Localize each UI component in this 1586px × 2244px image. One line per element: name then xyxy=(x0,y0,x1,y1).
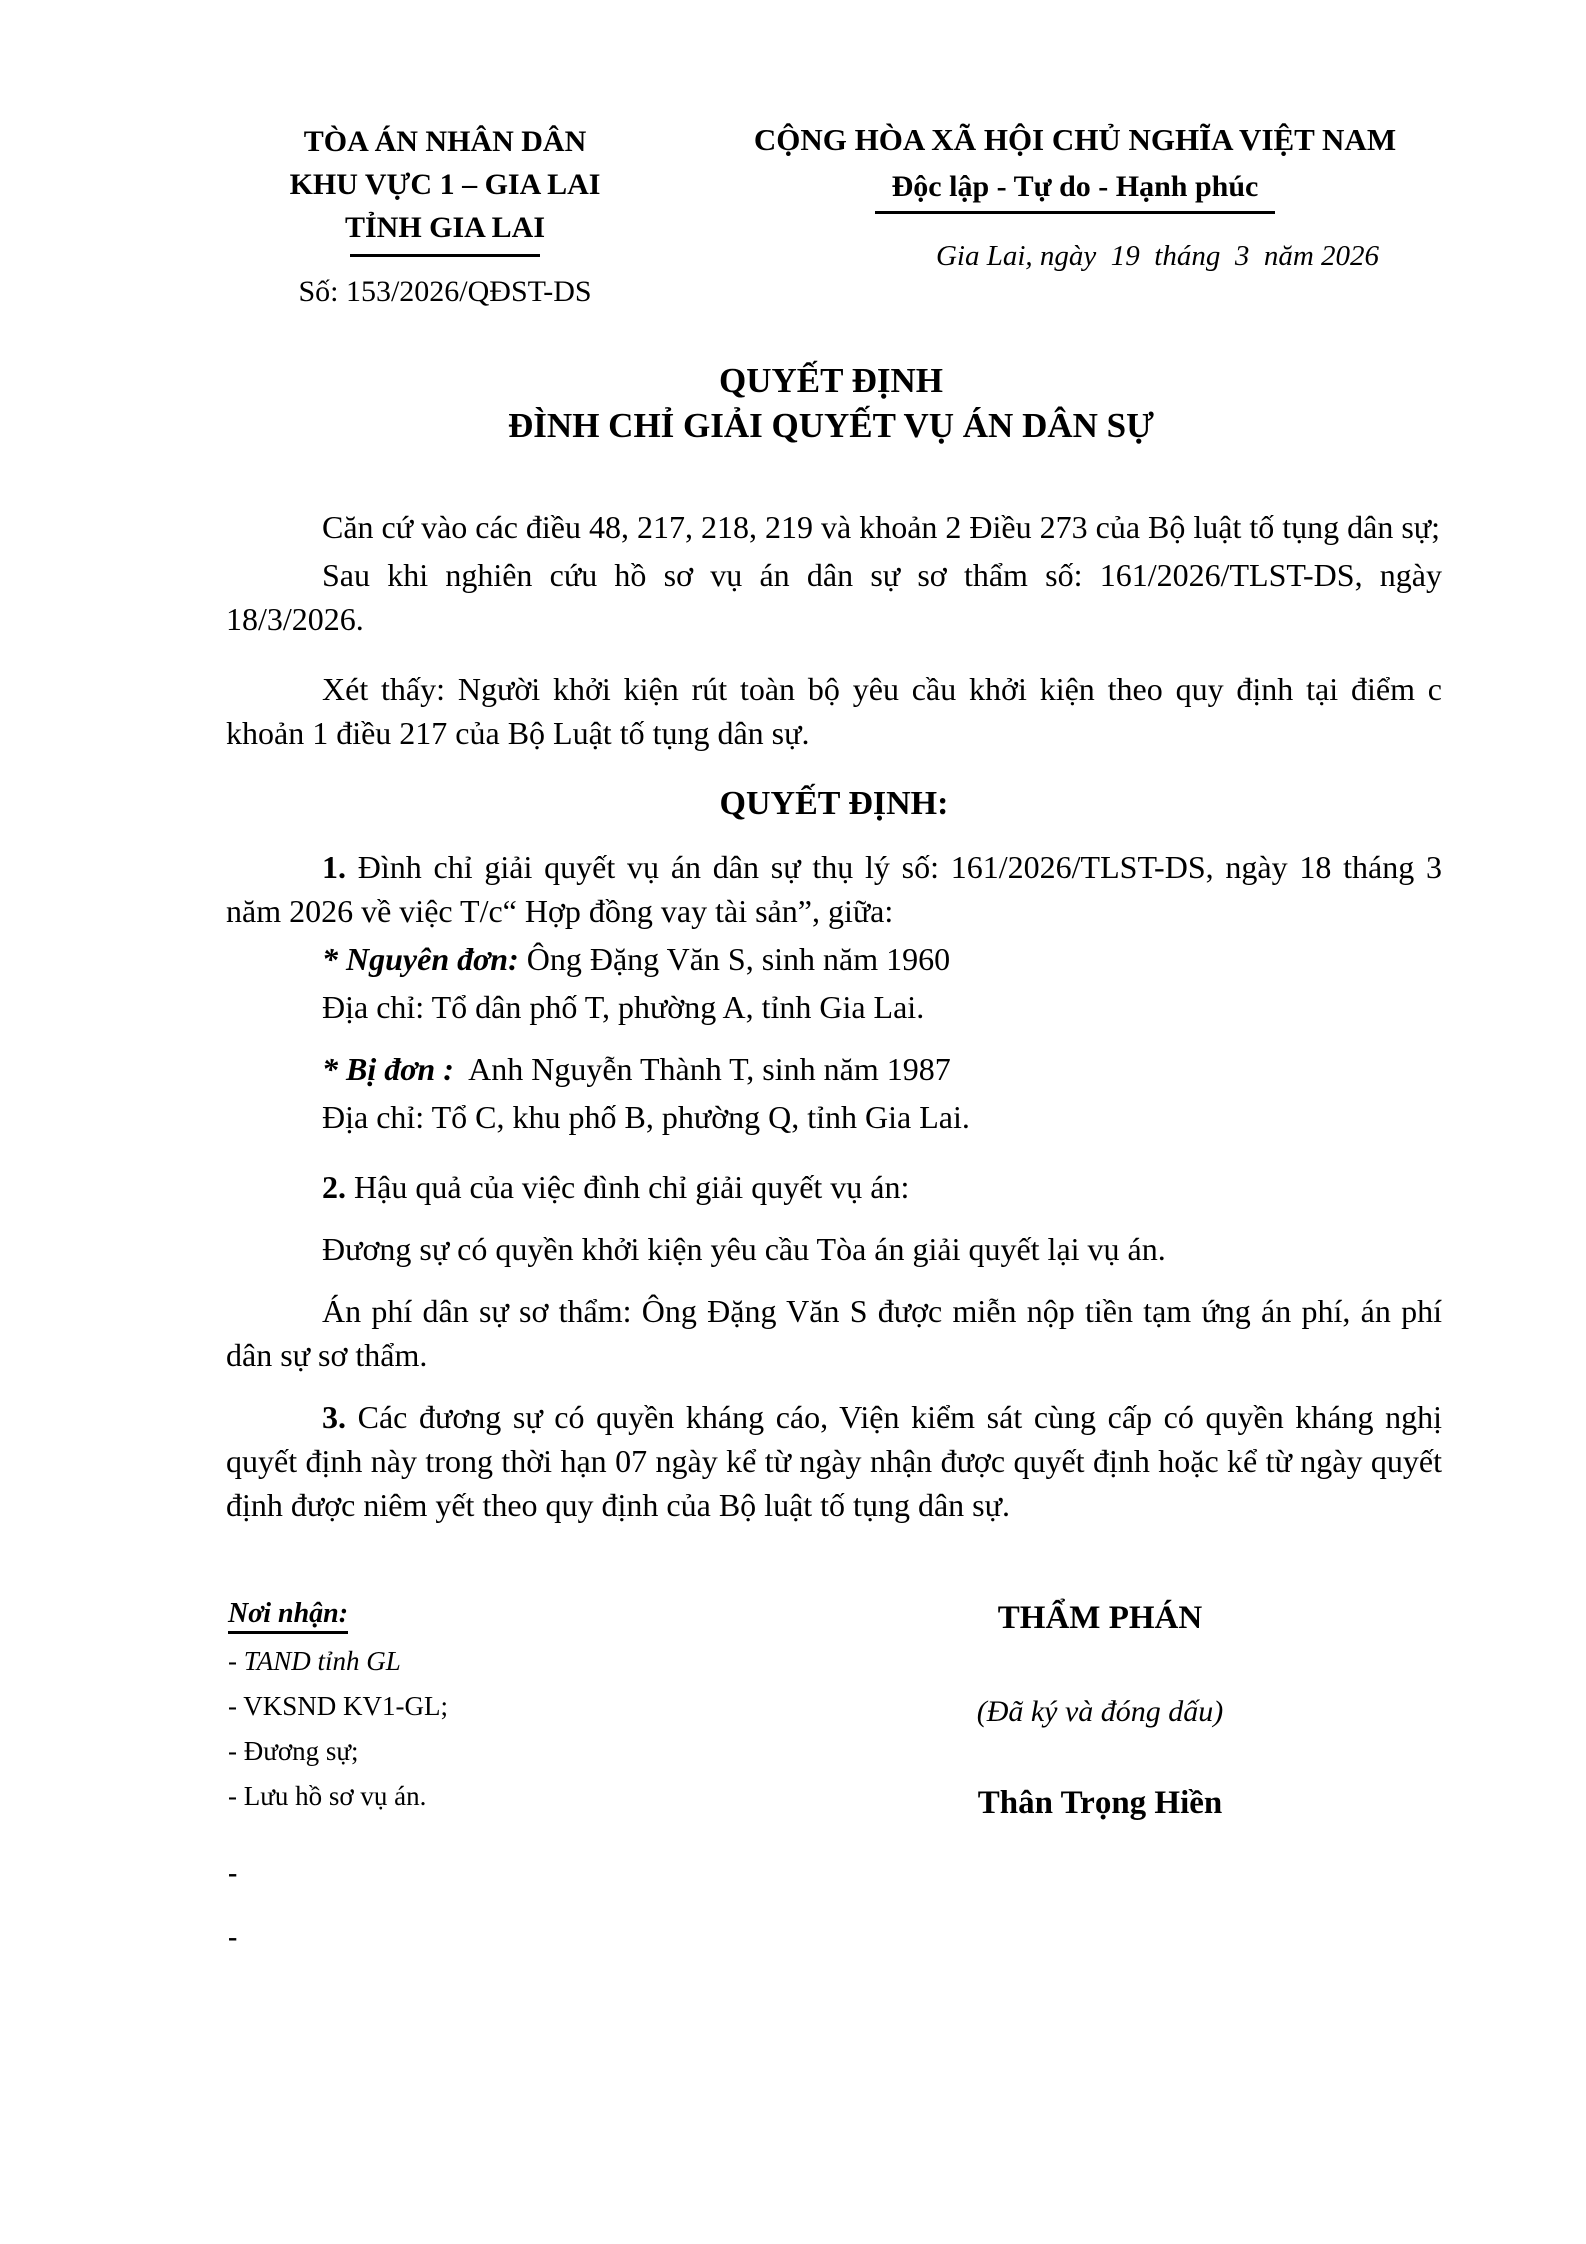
recipient-item: - Lưu hồ sơ vụ án. xyxy=(228,1781,427,1811)
document-number: Số: 153/2026/QĐST-DS xyxy=(298,275,592,308)
national-header-block xyxy=(690,120,1460,273)
plaintiff-address: Địa chỉ: Tổ dân phố T, phường A, tỉnh Gia Lai. xyxy=(322,989,925,1025)
item-3-text: Các đương sự có quyền kháng cáo, Viện kiểm sát cùng cấp có quyền kháng nghị quyết định này trong thời hạn 07 ngày kể từ ngày nhận được quyết định hoặc kể từ ngày quyết định được niêm yết theo quy định của Bộ luật tố tụng dân sự. xyxy=(226,1399,1443,1523)
court-name-line1: TÒA ÁN NHÂN DÂN xyxy=(303,125,587,158)
recipients-label: Nơi nhận: xyxy=(228,1598,348,1634)
recipient-item: - Đương sự; xyxy=(228,1736,359,1766)
defendant-address: Địa chỉ: Tổ C, khu phố B, phường Q, tỉnh Gia Lai. xyxy=(322,1099,970,1135)
defendant-label: * Bị đơn : xyxy=(322,1051,454,1087)
country-name: CỘNG HÒA XÃ HỘI CHỦ NGHĨA VIỆT NAM xyxy=(753,122,1397,157)
plaintiff-line xyxy=(226,937,1442,981)
court-name-line3: TỈNH GIA LAI xyxy=(344,211,546,244)
preamble-paragraph-1: Căn cứ vào các điều 48, 217, 218, 219 và khoản 2 Điều 273 của Bộ luật tố tụng dân sự; xyxy=(322,509,1441,545)
recipients-block xyxy=(228,1598,648,1826)
recipient-item: - TAND tỉnh GL xyxy=(228,1646,401,1676)
preamble-paragraph-2: Sau khi nghiên cứu hồ sơ vụ án dân sự sơ thẩm số: 161/2026/TLST-DS, ngày 18/3/2026. xyxy=(226,557,1442,637)
item-2-number: 2. xyxy=(322,1169,346,1205)
plaintiff-text: Ông Đặng Văn S, sinh năm 1960 xyxy=(526,941,951,977)
court-name-line2: KHU VỰC 1 – GIA LAI xyxy=(289,168,601,201)
item-3-number: 3. xyxy=(322,1399,346,1435)
item-1-text: Đình chỉ giải quyết vụ án dân sự thụ lý số: 161/2026/TLST-DS, ngày 18 tháng 3 năm 2026 về việc T/c“ Hợp đồng vay tài sản”, giữa: xyxy=(226,849,1443,929)
recipient-item: - VKSND KV1-GL; xyxy=(228,1691,448,1721)
trailing-dash: - xyxy=(228,1858,238,1889)
court-header-block xyxy=(235,120,655,309)
decision-heading: QUYẾT ĐỊNH: xyxy=(719,785,949,822)
national-motto: Độc lập - Tự do - Hạnh phúc xyxy=(891,170,1259,203)
document-body xyxy=(226,505,1442,1527)
item-2-text: Hậu quả của việc đình chỉ giải quyết vụ án: xyxy=(354,1169,910,1205)
motto-rule xyxy=(875,211,1275,214)
document-title-line1: QUYẾT ĐỊNH xyxy=(719,361,943,400)
decision-item-3 xyxy=(226,1395,1442,1527)
signer-title: THẨM PHÁN xyxy=(997,1600,1203,1636)
document-title xyxy=(226,358,1436,448)
document-title-line2: ĐÌNH CHỈ GIẢI QUYẾT VỤ ÁN DÂN SỰ xyxy=(508,406,1154,445)
signed-stamped-note: (Đã ký và đóng dấu) xyxy=(976,1695,1224,1728)
defendant-line xyxy=(226,1047,1442,1091)
court-header-rule xyxy=(350,254,540,257)
item-2-consequence: Đương sự có quyền khởi kiện yêu cầu Tòa án giải quyết lại vụ án. xyxy=(322,1231,1166,1267)
decision-item-1 xyxy=(226,845,1442,933)
trailing-dash: - xyxy=(228,1922,238,1953)
defendant-text: Anh Nguyễn Thành T, sinh năm 1987 xyxy=(468,1051,951,1087)
signature-block xyxy=(850,1600,1350,1822)
plaintiff-label: * Nguyên đơn: xyxy=(322,941,519,977)
signer-name: Thân Trọng Hiền xyxy=(977,1785,1223,1821)
place-dateline: Gia Lai, ngày 19 tháng 3 năm 2026 xyxy=(935,240,1380,272)
item-2-fees: Án phí dân sự sơ thẩm: Ông Đặng Văn S được miễn nộp tiền tạm ứng án phí, án phí dân sự sơ thẩm. xyxy=(226,1293,1442,1373)
preamble-paragraph-3: Xét thấy: Người khởi kiện rút toàn bộ yêu cầu khởi kiện theo quy định tại điểm c khoản 1 điều 217 của Bộ Luật tố tụng dân sự. xyxy=(226,671,1442,751)
item-1-number: 1. xyxy=(322,849,346,885)
decision-item-2 xyxy=(226,1165,1442,1209)
